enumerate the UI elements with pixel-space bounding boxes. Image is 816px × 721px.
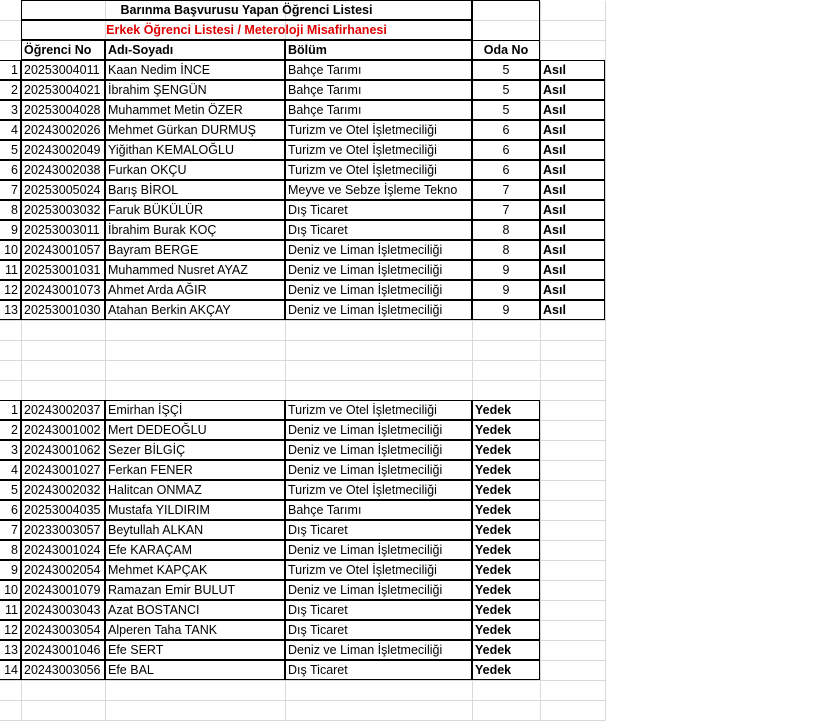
row-number[interactable]: 9 [0, 560, 21, 580]
empty-cell[interactable] [22, 701, 106, 721]
row-number[interactable]: 1 [0, 400, 21, 420]
empty-cell[interactable] [541, 321, 606, 341]
student-number[interactable]: 20243001046 [21, 640, 105, 660]
department[interactable]: Deniz ve Liman İşletmeciliği [285, 580, 472, 600]
empty-cell[interactable] [286, 341, 473, 361]
row-number[interactable]: 5 [0, 480, 21, 500]
row-number[interactable]: 7 [0, 180, 21, 200]
department[interactable]: Turizm ve Otel İşletmeciliği [285, 120, 472, 140]
student-number[interactable]: 20253001031 [21, 260, 105, 280]
student-number[interactable]: 20253004021 [21, 80, 105, 100]
empty-cell[interactable] [106, 381, 286, 401]
department[interactable]: Dış Ticaret [285, 600, 472, 620]
empty-cell[interactable] [22, 361, 106, 381]
student-name[interactable]: İbrahim ŞENGÜN [105, 80, 285, 100]
empty-cell[interactable] [541, 41, 606, 61]
empty-cell[interactable] [541, 641, 606, 661]
row-number[interactable]: 3 [0, 440, 21, 460]
student-number[interactable]: 20243002026 [21, 120, 105, 140]
row-number[interactable]: 6 [0, 500, 21, 520]
room-number[interactable]: 8 [472, 240, 540, 260]
student-name[interactable]: Mehmet Gürkan DURMUŞ [105, 120, 285, 140]
row-number[interactable]: 10 [0, 240, 21, 260]
row-number[interactable]: 13 [0, 640, 21, 660]
status-asil[interactable]: Asıl [540, 140, 605, 160]
status-asil[interactable]: Asıl [540, 300, 605, 320]
status-yedek[interactable]: Yedek [472, 480, 540, 500]
status-yedek[interactable]: Yedek [472, 660, 540, 680]
department[interactable]: Deniz ve Liman İşletmeciliği [285, 420, 472, 440]
status-asil[interactable]: Asıl [540, 220, 605, 240]
empty-cell[interactable] [541, 1, 606, 21]
sheet-title[interactable]: Barınma Başvurusu Yapan Öğrenci Listesi [21, 0, 472, 20]
status-yedek[interactable]: Yedek [472, 620, 540, 640]
empty-cell[interactable] [0, 41, 22, 61]
status-asil[interactable]: Asıl [540, 100, 605, 120]
department[interactable]: Deniz ve Liman İşletmeciliği [285, 440, 472, 460]
empty-cell[interactable] [541, 621, 606, 641]
department[interactable]: Deniz ve Liman İşletmeciliği [285, 540, 472, 560]
empty-cell[interactable] [22, 681, 106, 701]
status-asil[interactable]: Asıl [540, 260, 605, 280]
empty-cell[interactable] [286, 381, 473, 401]
empty-cell[interactable] [541, 441, 606, 461]
empty-cell[interactable] [106, 361, 286, 381]
student-number[interactable]: 20243003054 [21, 620, 105, 640]
empty-cell[interactable] [541, 421, 606, 441]
room-number[interactable]: 6 [472, 140, 540, 160]
empty-cell[interactable] [473, 681, 541, 701]
empty-cell[interactable] [0, 341, 22, 361]
sheet-subtitle[interactable]: Erkek Öğrenci Listesi / Meteroloji Misafirhanesi [21, 20, 472, 40]
student-number[interactable]: 20243002049 [21, 140, 105, 160]
status-asil[interactable]: Asıl [540, 120, 605, 140]
empty-cell[interactable] [541, 401, 606, 421]
department[interactable]: Dış Ticaret [285, 620, 472, 640]
room-number[interactable]: 5 [472, 60, 540, 80]
row-number[interactable]: 12 [0, 280, 21, 300]
empty-cell[interactable] [472, 0, 540, 41]
empty-cell[interactable] [541, 661, 606, 681]
row-number[interactable]: 4 [0, 460, 21, 480]
student-name[interactable]: Efe SERT [105, 640, 285, 660]
student-name[interactable]: Bayram BERGE [105, 240, 285, 260]
department[interactable]: Turizm ve Otel İşletmeciliği [285, 400, 472, 420]
student-number[interactable]: 20243001027 [21, 460, 105, 480]
row-number[interactable]: 1 [0, 60, 21, 80]
row-number[interactable]: 7 [0, 520, 21, 540]
empty-cell[interactable] [541, 701, 606, 721]
student-number[interactable]: 20243003056 [21, 660, 105, 680]
empty-cell[interactable] [286, 681, 473, 701]
department[interactable]: Turizm ve Otel İşletmeciliği [285, 560, 472, 580]
room-number[interactable]: 8 [472, 220, 540, 240]
empty-cell[interactable] [541, 361, 606, 381]
header-ogrenci-no[interactable]: Öğrenci No [21, 40, 105, 60]
empty-cell[interactable] [22, 321, 106, 341]
status-yedek[interactable]: Yedek [472, 420, 540, 440]
student-number[interactable]: 20253005024 [21, 180, 105, 200]
department[interactable]: Deniz ve Liman İşletmeciliği [285, 260, 472, 280]
department[interactable]: Deniz ve Liman İşletmeciliği [285, 300, 472, 320]
empty-cell[interactable] [22, 341, 106, 361]
empty-cell[interactable] [541, 561, 606, 581]
empty-cell[interactable] [541, 481, 606, 501]
student-name[interactable]: Ahmet Arda AĞIR [105, 280, 285, 300]
empty-cell[interactable] [541, 381, 606, 401]
status-asil[interactable]: Asıl [540, 200, 605, 220]
department[interactable]: Bahçe Tarımı [285, 100, 472, 120]
status-asil[interactable]: Asıl [540, 280, 605, 300]
student-name[interactable]: Alperen Taha TANK [105, 620, 285, 640]
row-number[interactable]: 8 [0, 200, 21, 220]
row-number[interactable]: 11 [0, 260, 21, 280]
student-number[interactable]: 20243001073 [21, 280, 105, 300]
student-name[interactable]: Mustafa YILDIRIM [105, 500, 285, 520]
row-number[interactable]: 9 [0, 220, 21, 240]
empty-cell[interactable] [286, 361, 473, 381]
status-yedek[interactable]: Yedek [472, 560, 540, 580]
status-yedek[interactable]: Yedek [472, 640, 540, 660]
room-number[interactable]: 6 [472, 160, 540, 180]
row-number[interactable]: 10 [0, 580, 21, 600]
department[interactable]: Deniz ve Liman İşletmeciliği [285, 640, 472, 660]
row-number[interactable]: 5 [0, 140, 21, 160]
department[interactable]: Dış Ticaret [285, 660, 472, 680]
student-number[interactable]: 20253003011 [21, 220, 105, 240]
empty-cell[interactable] [0, 21, 22, 41]
department[interactable]: Dış Ticaret [285, 200, 472, 220]
row-number[interactable]: 4 [0, 120, 21, 140]
student-name[interactable]: Beytullah ALKAN [105, 520, 285, 540]
student-number[interactable]: 20243001024 [21, 540, 105, 560]
student-name[interactable]: Barış BİROL [105, 180, 285, 200]
student-number[interactable]: 20253003032 [21, 200, 105, 220]
department[interactable]: Bahçe Tarımı [285, 80, 472, 100]
room-number[interactable]: 9 [472, 280, 540, 300]
student-name[interactable]: Halitcan ONMAZ [105, 480, 285, 500]
empty-cell[interactable] [0, 361, 22, 381]
department[interactable]: Bahçe Tarımı [285, 60, 472, 80]
empty-cell[interactable] [286, 321, 473, 341]
student-name[interactable]: Faruk BÜKÜLÜR [105, 200, 285, 220]
student-name[interactable]: Ferkan FENER [105, 460, 285, 480]
empty-cell[interactable] [0, 321, 22, 341]
empty-cell[interactable] [473, 321, 541, 341]
status-yedek[interactable]: Yedek [472, 540, 540, 560]
empty-cell[interactable] [106, 681, 286, 701]
status-yedek[interactable]: Yedek [472, 440, 540, 460]
status-asil[interactable]: Asıl [540, 180, 605, 200]
status-asil[interactable]: Asıl [540, 60, 605, 80]
student-number[interactable]: 20243001079 [21, 580, 105, 600]
status-yedek[interactable]: Yedek [472, 600, 540, 620]
row-number[interactable]: 2 [0, 80, 21, 100]
student-name[interactable]: Furkan OKÇU [105, 160, 285, 180]
empty-cell[interactable] [473, 341, 541, 361]
empty-cell[interactable] [0, 701, 22, 721]
department[interactable]: Deniz ve Liman İşletmeciliği [285, 460, 472, 480]
student-number[interactable]: 20253004028 [21, 100, 105, 120]
student-number[interactable]: 20243001062 [21, 440, 105, 460]
row-number[interactable]: 2 [0, 420, 21, 440]
student-name[interactable]: Atahan Berkin AKÇAY [105, 300, 285, 320]
status-asil[interactable]: Asıl [540, 80, 605, 100]
student-number[interactable]: 20243002054 [21, 560, 105, 580]
empty-cell[interactable] [541, 461, 606, 481]
room-number[interactable]: 9 [472, 260, 540, 280]
room-number[interactable]: 5 [472, 80, 540, 100]
student-name[interactable]: Yiğithan KEMALOĞLU [105, 140, 285, 160]
status-yedek[interactable]: Yedek [472, 400, 540, 420]
empty-cell[interactable] [541, 521, 606, 541]
status-asil[interactable]: Asıl [540, 240, 605, 260]
student-number[interactable]: 20243002038 [21, 160, 105, 180]
student-name[interactable]: Sezer BİLGİÇ [105, 440, 285, 460]
department[interactable]: Meyve ve Sebze İşleme Tekno [285, 180, 472, 200]
status-asil[interactable]: Asıl [540, 160, 605, 180]
department[interactable]: Turizm ve Otel İşletmeciliği [285, 140, 472, 160]
student-name[interactable]: Mehmet KAPÇAK [105, 560, 285, 580]
student-number[interactable]: 20243002037 [21, 400, 105, 420]
student-number[interactable]: 20243003043 [21, 600, 105, 620]
empty-cell[interactable] [541, 21, 606, 41]
student-name[interactable]: Efe BAL [105, 660, 285, 680]
empty-cell[interactable] [541, 501, 606, 521]
row-number[interactable]: 13 [0, 300, 21, 320]
empty-cell[interactable] [541, 581, 606, 601]
student-name[interactable]: Ramazan Emir BULUT [105, 580, 285, 600]
row-number[interactable]: 14 [0, 660, 21, 680]
department[interactable]: Dış Ticaret [285, 220, 472, 240]
room-number[interactable]: 7 [472, 180, 540, 200]
department[interactable]: Dış Ticaret [285, 520, 472, 540]
status-yedek[interactable]: Yedek [472, 520, 540, 540]
student-number[interactable]: 20243002032 [21, 480, 105, 500]
empty-cell[interactable] [541, 341, 606, 361]
student-number[interactable]: 20253001030 [21, 300, 105, 320]
room-number[interactable]: 9 [472, 300, 540, 320]
row-number[interactable]: 8 [0, 540, 21, 560]
student-name[interactable]: Mert DEDEOĞLU [105, 420, 285, 440]
empty-cell[interactable] [473, 361, 541, 381]
room-number[interactable]: 7 [472, 200, 540, 220]
student-number[interactable]: 20253004035 [21, 500, 105, 520]
header-oda-no[interactable]: Oda No [472, 40, 540, 60]
empty-cell[interactable] [541, 601, 606, 621]
empty-cell[interactable] [106, 701, 286, 721]
student-name[interactable]: Kaan Nedim İNCE [105, 60, 285, 80]
department[interactable]: Turizm ve Otel İşletmeciliği [285, 160, 472, 180]
room-number[interactable]: 6 [472, 120, 540, 140]
empty-cell[interactable] [0, 681, 22, 701]
empty-cell[interactable] [286, 701, 473, 721]
row-number[interactable]: 12 [0, 620, 21, 640]
department[interactable]: Deniz ve Liman İşletmeciliği [285, 280, 472, 300]
empty-cell[interactable] [106, 341, 286, 361]
student-name[interactable]: Emirhan İŞÇİ [105, 400, 285, 420]
student-name[interactable]: İbrahim Burak KOÇ [105, 220, 285, 240]
status-yedek[interactable]: Yedek [472, 580, 540, 600]
student-number[interactable]: 20253004011 [21, 60, 105, 80]
student-name[interactable]: Efe KARAÇAM [105, 540, 285, 560]
student-name[interactable]: Muhammet Metin ÖZER [105, 100, 285, 120]
empty-cell[interactable] [106, 321, 286, 341]
row-number[interactable]: 3 [0, 100, 21, 120]
student-name[interactable]: Azat BOSTANCI [105, 600, 285, 620]
status-yedek[interactable]: Yedek [472, 500, 540, 520]
header-bolum[interactable]: Bölüm [285, 40, 472, 60]
room-number[interactable]: 5 [472, 100, 540, 120]
row-number[interactable]: 6 [0, 160, 21, 180]
empty-cell[interactable] [541, 541, 606, 561]
student-number[interactable]: 20243001057 [21, 240, 105, 260]
empty-cell[interactable] [541, 681, 606, 701]
empty-cell[interactable] [0, 1, 22, 21]
status-yedek[interactable]: Yedek [472, 460, 540, 480]
student-number[interactable]: 20243001002 [21, 420, 105, 440]
row-number[interactable]: 11 [0, 600, 21, 620]
header-ad-soyad[interactable]: Adı-Soyadı [105, 40, 285, 60]
empty-cell[interactable] [473, 701, 541, 721]
department[interactable]: Bahçe Tarımı [285, 500, 472, 520]
student-number[interactable]: 20233003057 [21, 520, 105, 540]
department[interactable]: Turizm ve Otel İşletmeciliği [285, 480, 472, 500]
department[interactable]: Deniz ve Liman İşletmeciliği [285, 240, 472, 260]
student-name[interactable]: Muhammed Nusret AYAZ [105, 260, 285, 280]
empty-cell[interactable] [0, 381, 22, 401]
empty-cell[interactable] [473, 381, 541, 401]
empty-cell[interactable] [22, 381, 106, 401]
